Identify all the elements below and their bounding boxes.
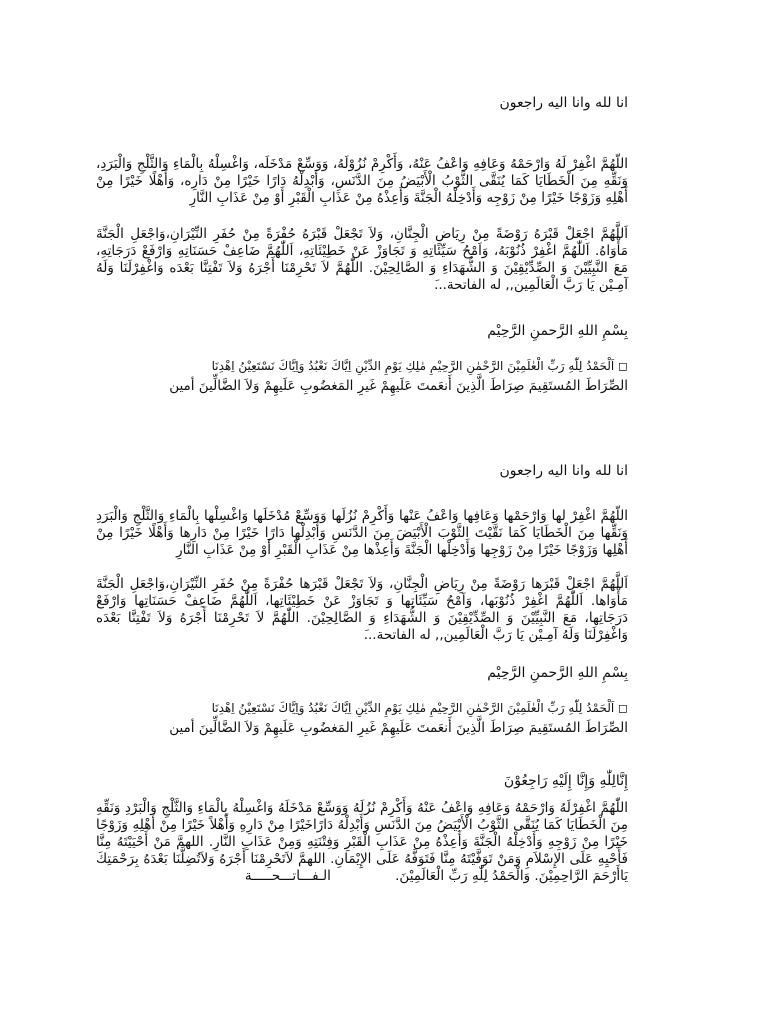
final-dua-text: اللّٰهُمَّ اغْفِرْلَهُ وَارْحَمْهُ وَعَافِهِ وَاعْفُ عَنْهُ وَأَكْرِمْ نُزُلَهُ وَوَسِّعْ مَدْخَلَهُ وَاغْسِلْهُ بِالْمَاءِ وَالثَّلْجِ وَالْبَرْدِ وَنَقِّهِ مِنَ الْخَطَايَا كَمَا يُنَقَّى الثَّوْبُ الْأَبْيَضُ مِنَ الدَّنَسِ وَأَبْدِلْهُ دَارًاخَيْرًا مِنْ دَارِهِ وَأَهْلاً خَيْرًا مِنْ أَهْلِهِ وَزَوْجًا خَيْرًا مِنْ زَوْجِهِ وَأَدْخِلْهُ الْجَنَّةَ وَأَعِذْهُ مِنْ عَذَابِ الْقَبْرِ وَفِتْنَتِهِ وَمِنْ عَذَابِ النَّارِ. اللهمَّ مَنْ أَحْيَيْتَهُ مِنَّا فَأَحْيِهِ عَلَى الإِسْلاَمِ وَمَنْ تَوَفَّيْتَهُ مِنَّا فَتَوَفَّهُ عَلَى الإِيْمَانِ. اللهمَّ لاَتَحْرِمْنَا أَجْرَهُ وَلاَتُضِلَّنَا بَعْدَهُ بِرَحْمَتِكَ يَاأَرْحَمَ الرَّاحِمِيْنَ. وَالْحَمْدُ لِلّٰهِ رَبِّ الْعَالَمِيْنَ. bbox=[96, 800, 628, 884]
section-2-basmala: بِسْمِ اللهِ الرَّحمنِ الرَّحِيْم bbox=[487, 665, 628, 681]
section-1-fatiha-line-1: ◻ اَلْحَمْدُ لِلّٰهِ رَبِّ الْعٰلَمِيْنَ الرَّحْمٰنِ الرَّحِيْمِ مٰلِكِ يَوْمِ الدِّيْنِ اِيَّاكَ نَعْبُدُ وَاِيَّاكَ نَسْتَعِيْنُ اِهْدِنَا bbox=[211, 359, 628, 373]
final-heading: إِنَّالِلّٰهِ وَإِنَّا إِلَيْهِ رَاجِعُوْنَ bbox=[503, 773, 628, 789]
final-fatiha-label: الـفـــاتـــحـــــة bbox=[244, 868, 331, 884]
section-2-dua-2: اَللَّهُمَّ اجْعَلْ قَبْرَها رَوْضَةً مِنْ رِيَاضِ الْجِنَّانِ، وَلاَ تَجْعَلْ قَبْرَها حُفْرَةً مِنْ حُفَرِ النِّيْرَانِ،وَاجْعَلِ الْجَنَّةَ مَأْوَاها. اَللّٰهُمَّ اغْفِرْ ذُنُوْبَها، وَاَمْحُ سَيِّئَاتِها وَ تَجَاوَزْ عَنْ خَطِيْئَاتِها، اَللّٰهُمَّ ضَاعِفْ حَسَنَاتِها وَارْفَعْ دَرَجَاتِها، مَعَ النَّبِيِّيْنَ وَ الصِّدِّيْقِيْنَ وَ الشُّهَدَاءِ وَ الصَّالِحِيْنَ. اللّٰهُمَّ لاَ تَحْرِمْنَا أَجْرَهُ وَلاَ تَفْتِنَّا بَعْدَه وَاغْفِرْلَنَا وَلَهُ آمِـيْن يَا رَبَّ الْعَالَمِين,, له الفاتحة...َ bbox=[96, 576, 628, 643]
final-dua bbox=[96, 800, 628, 885]
section-2-dua-1: اللّهُمَّ اغْفِرْ لها وَارْحَمْها وَعَافِها وَاعْفُ عَنْها وَأَكْرِمْ نُزُلَها وَوَسِّعْ مُدْخَلَها وَاغْسِلْها بِالْمَاءِ وَالثَّلْجِ وَالْبَرَدِ وَنَقِّها مِنَ الْخَطَايَا كَمَا نَقَّيْتَ الثَّوْبَ الْأَبْيَضَ مِنَ الدَّنَسِ وَأَبْدِلْها دَارًا خَيْرًا مِنْ دَارِها وَأَهْلًا خَيْرًا مِنْ أَهْلِها وَزَوْجًا خَيْرًا مِنْ زَوْجِها وَأَدْخِلْها الْجَنَّةَ وَأَعِذْها مِنْ عَذَابِ الْقَبْرِ أَوْ مِنْ عَذَابِ النَّارِ bbox=[96, 508, 628, 558]
section-1-fatiha-line-2: الصِّرَاطَ المُستَقِيمَ صِرَاطَ الَّذِينَ أَنعَمتَ عَلَيهِمْ غَيرِ المَغضُوبِ عَلَيهِمْ وَلاَ الضَّالِّينَ أمين bbox=[169, 378, 628, 394]
section-1-dua-2: اَللَّهُمَّ اجْعَلْ قَبْرَهُ رَوْضَةً مِنْ رِيَاضِ الْجِنَّانِ، وَلاَ تَجْعَلْ قَبْرَهُ حُفْرَةً مِنْ حُفَرِ النِّيْرَانِ،وَاجْعَلِ الْجَنَّةَ مَأْوَاهُ. اَللّٰهُمَّ اغْفِرْ ذُنُوْبَهُ، وَاَمْحُ سَيِّئَاتِهِ وَ تَجَاوَزْ عَنْ خَطِيْئَاتِهِ، اَللّٰهُمَّ ضَاعِفْ حَسَنَاتِهِ وَارْفَعْ دَرَجَاتِهِ، مَعَ النَّبِيِّيْنَ وَ الصِّدِّيْقِيْنَ وَ الشُّهَدَاءِ وَ الصَّالِحِيْنَ. اللّٰهُمَّ لاَ تَحْرِمْنَا أَجْرَهُ وَلاَ تَفْتِنَّا بَعْدَه وَاغْفِرْلَنَا وَلَهُ آمِـيْن يَا رَبَّ الْعَالَمِين,, له الفاتحة...َ bbox=[96, 226, 628, 293]
section-1-dua-1: اللّهُمَّ اغْفِرْ لَهُ وَارْحَمْهُ وَعَافِهِ وَاعْفُ عَنْهُ، وَأَكْرِمْ نُزُوْلَهُ، وَوَسِّعْ مَدْخَلَه، وَاغْسِلْهُ بِالْمَاءِ وَالثَّلْجِ وَالْبَرَدِ، وَنَقِّهِ مِنَ الْخَطَايَا كَمَا يُنَقَّى الثَّوْبُ الْأَبْيَضُ مِنَ الدَّنَسِ، وَأَبْدِلْهُ دَارًا خَيْرًا مِنْ دَارِه، وَأَهْلًا خَيْرًا مِنْ أَهْلِهِ وَزَوْجًا خَيْرًا مِنْ زَوْجِه وَأَدْخِلْهُ الْجَنَّةَ وَأَعِذْهُ مِنْ عَذَابِ الْقَبْرِ أَوْ مِنْ عَذَابِ النَّارِ bbox=[96, 156, 628, 206]
section-1-heading: انا لله وانا اليه راجعون bbox=[499, 95, 628, 111]
section-1-basmala: بِسْمِ اللهِ الرَّحمنِ الرَّحِيْم bbox=[487, 323, 628, 339]
section-2-fatiha-line-2: الصِّرَاطَ المُستَقِيمَ صِرَاطَ الَّذِينَ أَنعَمتَ عَلَيهِمْ غَيرِ المَغضُوبِ عَلَيهِمْ وَلاَ الضَّالِّينَ أمين bbox=[169, 720, 628, 736]
section-2-fatiha-line-1: ◻ اَلْحَمْدُ لِلّٰهِ رَبِّ الْعٰلَمِيْنَ الرَّحْمٰنِ الرَّحِيْمِ مٰلِكِ يَوْمِ الدِّيْنِ اِيَّاكَ نَعْبُدُ وَاِيَّاكَ نَسْتَعِيْنُ اِهْدِنَا bbox=[211, 701, 628, 715]
section-2-heading: انا لله وانا اليه راجعون bbox=[499, 463, 628, 479]
